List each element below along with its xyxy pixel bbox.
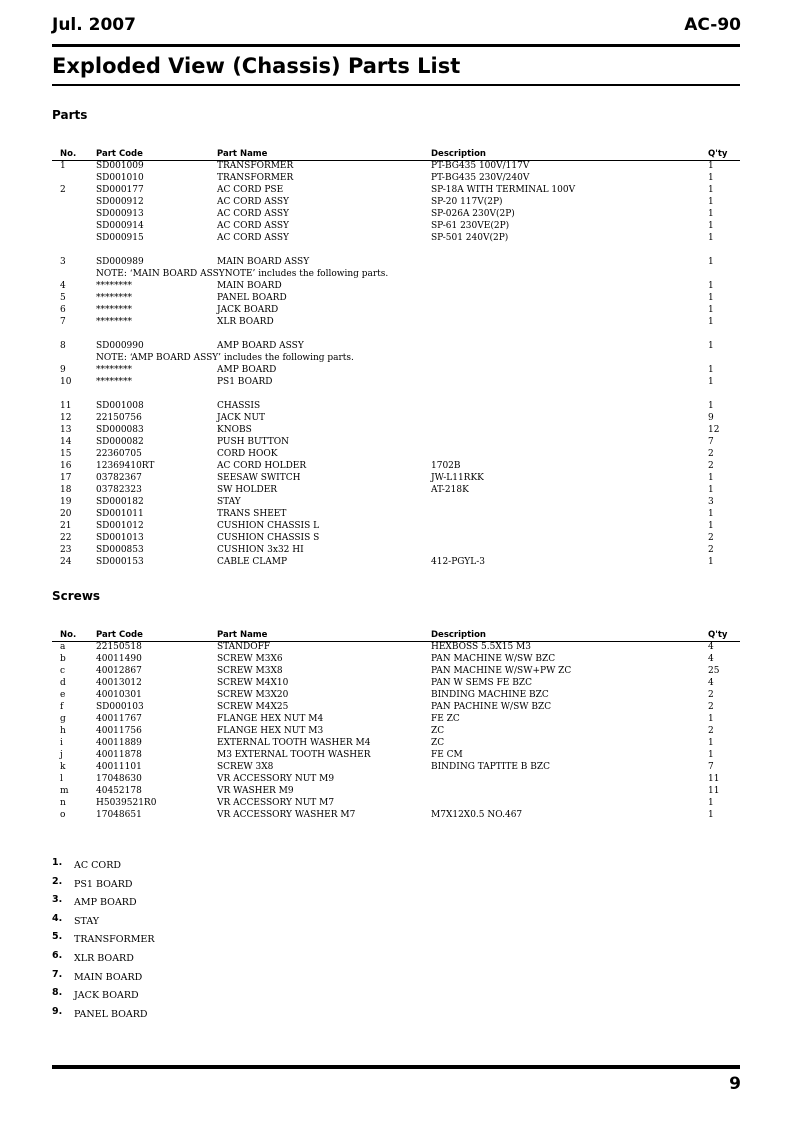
cell-part-name: JACK BOARD <box>217 305 279 315</box>
cell-description: SP-501 240V(2P) <box>431 233 509 243</box>
cell-part-code: 03782367 <box>96 473 142 483</box>
table-row <box>52 773 740 785</box>
cell-qty: 1 <box>708 185 714 195</box>
cell-part-name: AC CORD ASSY <box>217 197 289 207</box>
table-row <box>52 484 740 496</box>
cell-no: e <box>60 690 66 700</box>
cell-part-name: TRANSFORMER <box>217 173 294 183</box>
cell-part-name: CUSHION CHASSIS S <box>217 533 320 543</box>
cell-part-name: MAIN BOARD <box>217 281 282 291</box>
cell-qty: 1 <box>708 401 714 411</box>
cell-no: 3 <box>60 257 66 267</box>
cell-description: SP-61 230VE(2P) <box>431 221 510 231</box>
cell-qty: 1 <box>708 221 714 231</box>
cell-part-code: 40010301 <box>96 690 142 700</box>
cell-qty: 1 <box>708 750 714 760</box>
cell-part-code: 40012867 <box>96 666 142 676</box>
cell-part-name: SCREW M3X6 <box>217 654 283 664</box>
note-text: NOTE: ‘MAIN BOARD ASSYNOTE’ includes the following parts. <box>96 269 389 279</box>
table-row <box>52 809 740 821</box>
cell-qty: 1 <box>708 317 714 327</box>
cell-no: n <box>60 798 66 808</box>
cell-no: 10 <box>60 377 72 387</box>
cell-part-name: MAIN BOARD ASSY <box>217 257 310 267</box>
col-no: No. <box>60 630 77 640</box>
table-row <box>52 160 740 172</box>
cell-part-code: 03782323 <box>96 485 142 495</box>
table-row <box>52 761 740 773</box>
cell-no: 4 <box>60 281 66 291</box>
cell-no: 16 <box>60 461 72 471</box>
table-row <box>52 725 740 737</box>
table-row <box>52 208 740 220</box>
legend-number: 9. <box>52 1005 63 1017</box>
cell-qty: 2 <box>708 449 714 459</box>
cell-part-code: 17048630 <box>96 774 142 784</box>
cell-description: 412-PGYL-3 <box>431 557 485 567</box>
cell-part-code: SD000989 <box>96 257 144 267</box>
legend-label: STAY <box>74 915 100 927</box>
cell-no: 22 <box>60 533 72 543</box>
table-row <box>52 701 740 713</box>
cell-no: k <box>60 762 66 772</box>
cell-qty: 1 <box>708 305 714 315</box>
cell-no: 13 <box>60 425 72 435</box>
cell-qty: 1 <box>708 257 714 267</box>
cell-part-code: 40452178 <box>96 786 142 796</box>
cell-part-code: 40011878 <box>96 750 142 760</box>
cell-part-code: ******** <box>96 305 132 315</box>
table-row <box>52 737 740 749</box>
cell-description: PAN MACHINE W/SW BZC <box>431 654 556 664</box>
cell-qty: 2 <box>708 461 714 471</box>
cell-qty: 2 <box>708 726 714 736</box>
cell-part-code: SD000914 <box>96 221 144 231</box>
cell-part-name: SCREW M4X25 <box>217 702 289 712</box>
cell-description: FE CM <box>431 750 463 760</box>
cell-qty: 1 <box>708 798 714 808</box>
table-row <box>52 424 740 436</box>
legend-number: 7. <box>52 968 63 980</box>
legend-label: AMP BOARD <box>74 897 137 909</box>
table-row <box>52 448 740 460</box>
cell-part-code: ******** <box>96 365 132 375</box>
cell-no: f <box>60 702 64 712</box>
cell-no: j <box>60 750 63 760</box>
cell-part-name: XLR BOARD <box>217 317 274 327</box>
cell-qty: 1 <box>708 161 714 171</box>
cell-qty: 2 <box>708 690 714 700</box>
cell-part-name: CHASSIS <box>217 401 261 411</box>
table-row <box>52 472 740 484</box>
cell-part-name: AC CORD ASSY <box>217 221 289 231</box>
table-row <box>52 256 740 268</box>
cell-part-name: CABLE CLAMP <box>217 557 288 567</box>
cell-no: i <box>60 738 63 748</box>
cell-part-code: SD001012 <box>96 521 144 531</box>
cell-part-name: M3 EXTERNAL TOOTH WASHER <box>217 750 371 760</box>
cell-no: c <box>60 666 66 676</box>
cell-no: o <box>60 810 66 820</box>
cell-part-code: SD001013 <box>96 533 144 543</box>
cell-part-name: SCREW M4X10 <box>217 678 289 688</box>
cell-qty: 12 <box>708 425 720 435</box>
cell-part-code: SD001008 <box>96 401 144 411</box>
cell-part-code: SD001010 <box>96 173 144 183</box>
cell-description: PAN PACHINE W/SW BZC <box>431 702 552 712</box>
cell-part-name: CUSHION 3x32 HI <box>217 545 304 555</box>
table-row <box>52 172 740 184</box>
cell-part-code: 40011101 <box>96 762 142 772</box>
cell-qty: 3 <box>708 497 714 507</box>
cell-qty: 4 <box>708 678 714 688</box>
table-row <box>52 316 740 328</box>
cell-qty: 2 <box>708 702 714 712</box>
table-row <box>52 232 740 244</box>
title-rule <box>52 84 740 86</box>
table-row <box>52 376 740 388</box>
cell-no: b <box>60 654 66 664</box>
cell-no: 17 <box>60 473 72 483</box>
page-number: 9 <box>729 1074 741 1094</box>
cell-part-name: TRANS SHEET <box>217 509 287 519</box>
table-row <box>52 713 740 725</box>
cell-part-name: STANDOFF <box>217 642 271 652</box>
cell-part-code: 22150756 <box>96 413 142 423</box>
cell-part-name: CORD HOOK <box>217 449 278 459</box>
cell-no: g <box>60 714 66 724</box>
col-part-code: Part Code <box>96 630 143 640</box>
cell-part-code: SD000082 <box>96 437 144 447</box>
legend-label: XLR BOARD <box>74 952 134 964</box>
cell-part-name: TRANSFORMER <box>217 161 294 171</box>
cell-part-name: AC CORD ASSY <box>217 233 289 243</box>
cell-part-name: VR ACCESSORY WASHER M7 <box>217 810 356 820</box>
table-row <box>52 304 740 316</box>
cell-qty: 7 <box>708 762 714 772</box>
cell-no: 23 <box>60 545 72 555</box>
cell-part-code: SD000853 <box>96 545 144 555</box>
cell-part-code: SD000912 <box>96 197 144 207</box>
cell-qty: 1 <box>708 557 714 567</box>
cell-no: 1 <box>60 161 66 171</box>
table-row <box>52 689 740 701</box>
cell-qty: 1 <box>708 209 714 219</box>
legend-label: AC CORD <box>74 860 121 871</box>
cell-part-code: 22150518 <box>96 642 142 652</box>
cell-part-name: KNOBS <box>217 425 252 435</box>
legend-number: 3. <box>52 894 63 906</box>
cell-part-name: STAY <box>217 497 241 507</box>
cell-description: SP-20 117V(2P) <box>431 197 503 207</box>
cell-part-name: AMP BOARD <box>217 365 277 375</box>
legend-label: MAIN BOARD <box>74 971 143 983</box>
table-row <box>52 364 740 376</box>
table-row <box>52 532 740 544</box>
table-row <box>52 196 740 208</box>
cell-qty: 1 <box>708 293 714 303</box>
table-row <box>52 340 740 352</box>
cell-part-code: ******** <box>96 317 132 327</box>
table-row <box>52 508 740 520</box>
cell-description: FE ZC <box>431 714 460 724</box>
table-row <box>52 412 740 424</box>
legend-label: PS1 BOARD <box>74 878 133 890</box>
table-row <box>52 280 740 292</box>
legend-number: 8. <box>52 987 63 999</box>
table-row <box>52 436 740 448</box>
cell-description: PT-BG435 100V/117V <box>431 161 530 171</box>
legend-number: 4. <box>52 912 63 924</box>
cell-part-code: 22360705 <box>96 449 142 459</box>
header-rule <box>52 44 740 47</box>
cell-part-code: SD001009 <box>96 161 144 171</box>
cell-qty: 1 <box>708 521 714 531</box>
header-date: Jul. 2007 <box>52 15 136 35</box>
cell-no: 6 <box>60 305 66 315</box>
cell-part-code: SD000915 <box>96 233 144 243</box>
cell-no: 21 <box>60 521 72 531</box>
parts-heading: Parts <box>52 108 88 122</box>
cell-qty: 1 <box>708 738 714 748</box>
cell-part-code: SD000182 <box>96 497 144 507</box>
table-spacer <box>52 328 740 340</box>
cell-qty: 1 <box>708 485 714 495</box>
cell-part-code: 17048651 <box>96 810 142 820</box>
table-row <box>52 460 740 472</box>
table-row <box>52 544 740 556</box>
cell-qty: 1 <box>708 197 714 207</box>
cell-no: 14 <box>60 437 72 447</box>
cell-part-code: ******** <box>96 377 132 387</box>
cell-no: d <box>60 678 66 688</box>
table-row <box>52 641 740 653</box>
cell-qty: 1 <box>708 281 714 291</box>
cell-part-code: SD000083 <box>96 425 144 435</box>
cell-part-name: JACK NUT <box>217 413 266 423</box>
cell-description: PAN MACHINE W/SW+PW ZC <box>431 666 572 676</box>
cell-qty: 4 <box>708 642 714 652</box>
cell-no: 24 <box>60 557 72 567</box>
cell-description: M7X12X0.5 NO.467 <box>431 810 523 820</box>
cell-qty: 1 <box>708 341 714 351</box>
cell-qty: 7 <box>708 437 714 447</box>
cell-no: 15 <box>60 449 72 459</box>
table-row <box>52 520 740 532</box>
cell-description: ZC <box>431 738 445 748</box>
cell-part-name: VR ACCESSORY NUT M7 <box>217 798 335 808</box>
cell-part-code: 40011756 <box>96 726 142 736</box>
cell-part-code: 12369410RT <box>96 461 155 471</box>
col-no: No. <box>60 149 77 159</box>
cell-qty: 1 <box>708 714 714 724</box>
cell-qty: 1 <box>708 509 714 519</box>
col-description: Description <box>431 630 486 640</box>
cell-no: m <box>60 786 69 796</box>
table-row <box>52 785 740 797</box>
cell-qty: 9 <box>708 413 714 423</box>
table-row <box>52 653 740 665</box>
cell-no: 8 <box>60 341 66 351</box>
col-part-name: Part Name <box>217 630 268 640</box>
cell-no: 9 <box>60 365 66 375</box>
cell-part-name: SCREW 3X8 <box>217 762 274 772</box>
table-spacer <box>52 388 740 400</box>
cell-no: 12 <box>60 413 72 423</box>
cell-part-code: SD001011 <box>96 509 144 519</box>
legend-label: PANEL BOARD <box>74 1008 148 1020</box>
note-text: NOTE: ‘AMP BOARD ASSY’ includes the following parts. <box>96 353 354 363</box>
table-row <box>52 797 740 809</box>
cell-no: 7 <box>60 317 66 327</box>
cell-qty: 2 <box>708 533 714 543</box>
cell-part-name: FLANGE HEX NUT M4 <box>217 714 324 724</box>
cell-part-name: VR WASHER M9 <box>217 786 294 796</box>
cell-part-code: H5039521R0 <box>96 798 157 808</box>
cell-part-name: AMP BOARD ASSY <box>217 341 304 351</box>
col-part-code: Part Code <box>96 149 143 159</box>
table-note <box>52 268 740 280</box>
table-row <box>52 677 740 689</box>
cell-part-code: ******** <box>96 293 132 303</box>
table-row <box>52 556 740 568</box>
col-qty: Q'ty <box>708 630 728 640</box>
col-description: Description <box>431 149 486 159</box>
cell-part-code: SD000153 <box>96 557 144 567</box>
cell-no: 5 <box>60 293 66 303</box>
screws-heading: Screws <box>52 589 101 603</box>
cell-part-name: SCREW M3X20 <box>217 690 289 700</box>
cell-no: 11 <box>60 401 72 411</box>
table-row <box>52 184 740 196</box>
cell-part-name: AC CORD ASSY <box>217 209 289 219</box>
cell-no: 2 <box>60 185 66 195</box>
cell-part-name: EXTERNAL TOOTH WASHER M4 <box>217 738 371 748</box>
cell-part-code: 40011490 <box>96 654 142 664</box>
cell-part-code: SD000913 <box>96 209 144 219</box>
cell-description: AT-218K <box>431 485 469 495</box>
cell-description: PAN W SEMS FE BZC <box>431 678 532 688</box>
cell-qty: 11 <box>708 786 720 796</box>
cell-part-code: 40011889 <box>96 738 142 748</box>
legend-number: 2. <box>52 875 63 887</box>
cell-part-code: 40013012 <box>96 678 142 688</box>
table-row <box>52 496 740 508</box>
cell-qty: 1 <box>708 173 714 183</box>
cell-description: SP-18A WITH TERMINAL 100V <box>431 185 576 195</box>
table-row <box>52 220 740 232</box>
table-row <box>52 400 740 412</box>
cell-qty: 11 <box>708 774 720 784</box>
footer-rule <box>52 1065 740 1069</box>
cell-part-name: PANEL BOARD <box>217 293 287 303</box>
cell-description: SP-026A 230V(2P) <box>431 209 515 219</box>
cell-part-name: AC CORD HOLDER <box>217 461 307 471</box>
parts-table-body <box>52 160 740 568</box>
cell-description: BINDING TAPTITE B BZC <box>431 762 551 772</box>
table-row <box>52 749 740 761</box>
cell-no: 20 <box>60 509 72 519</box>
cell-qty: 25 <box>708 666 720 676</box>
table-spacer <box>52 244 740 256</box>
cell-part-name: PUSH BUTTON <box>217 437 289 447</box>
screws-table-body <box>52 641 740 821</box>
cell-part-code: 40011767 <box>96 714 142 724</box>
cell-description: JW-L11RKK <box>431 473 484 483</box>
cell-description: ZC <box>431 726 445 736</box>
cell-part-code: SD000990 <box>96 341 144 351</box>
cell-description: BINDING MACHINE BZC <box>431 690 549 700</box>
cell-part-name: FLANGE HEX NUT M3 <box>217 726 324 736</box>
cell-description: 1702B <box>431 461 461 471</box>
cell-no: l <box>60 774 63 784</box>
cell-part-code: ******** <box>96 281 132 291</box>
cell-part-name: SW HOLDER <box>217 485 278 495</box>
col-qty: Q'ty <box>708 149 728 159</box>
cell-description: HEXBOSS 5.5X15 M3 <box>431 642 531 652</box>
legend-number: 6. <box>52 949 63 961</box>
cell-part-name: AC CORD PSE <box>217 185 284 195</box>
cell-qty: 1 <box>708 233 714 243</box>
cell-part-name: PS1 BOARD <box>217 377 273 387</box>
cell-no: 18 <box>60 485 72 495</box>
cell-part-name: SCREW M3X8 <box>217 666 283 676</box>
legend-label: TRANSFORMER <box>74 934 155 946</box>
header-model: AC-90 <box>684 15 741 35</box>
col-part-name: Part Name <box>217 149 268 159</box>
cell-part-name: CUSHION CHASSIS L <box>217 521 320 531</box>
cell-qty: 1 <box>708 365 714 375</box>
cell-description: PT-BG435 230V/240V <box>431 173 530 183</box>
cell-no: a <box>60 642 66 652</box>
legend-label: JACK BOARD <box>74 990 139 1002</box>
table-note <box>52 352 740 364</box>
cell-no: h <box>60 726 66 736</box>
legend-number: 1. <box>52 857 63 868</box>
cell-qty: 2 <box>708 545 714 555</box>
cell-part-code: SD000103 <box>96 702 144 712</box>
page-title: Exploded View (Chassis) Parts List <box>52 54 461 78</box>
table-row <box>52 665 740 677</box>
table-row <box>52 292 740 304</box>
cell-part-code: SD000177 <box>96 185 144 195</box>
cell-part-name: SEESAW SWITCH <box>217 473 301 483</box>
legend-number: 5. <box>52 931 63 943</box>
cell-qty: 1 <box>708 377 714 387</box>
cell-qty: 4 <box>708 654 714 664</box>
cell-no: 19 <box>60 497 72 507</box>
cell-qty: 1 <box>708 810 714 820</box>
cell-part-name: VR ACCESSORY NUT M9 <box>217 774 335 784</box>
cell-qty: 1 <box>708 473 714 483</box>
